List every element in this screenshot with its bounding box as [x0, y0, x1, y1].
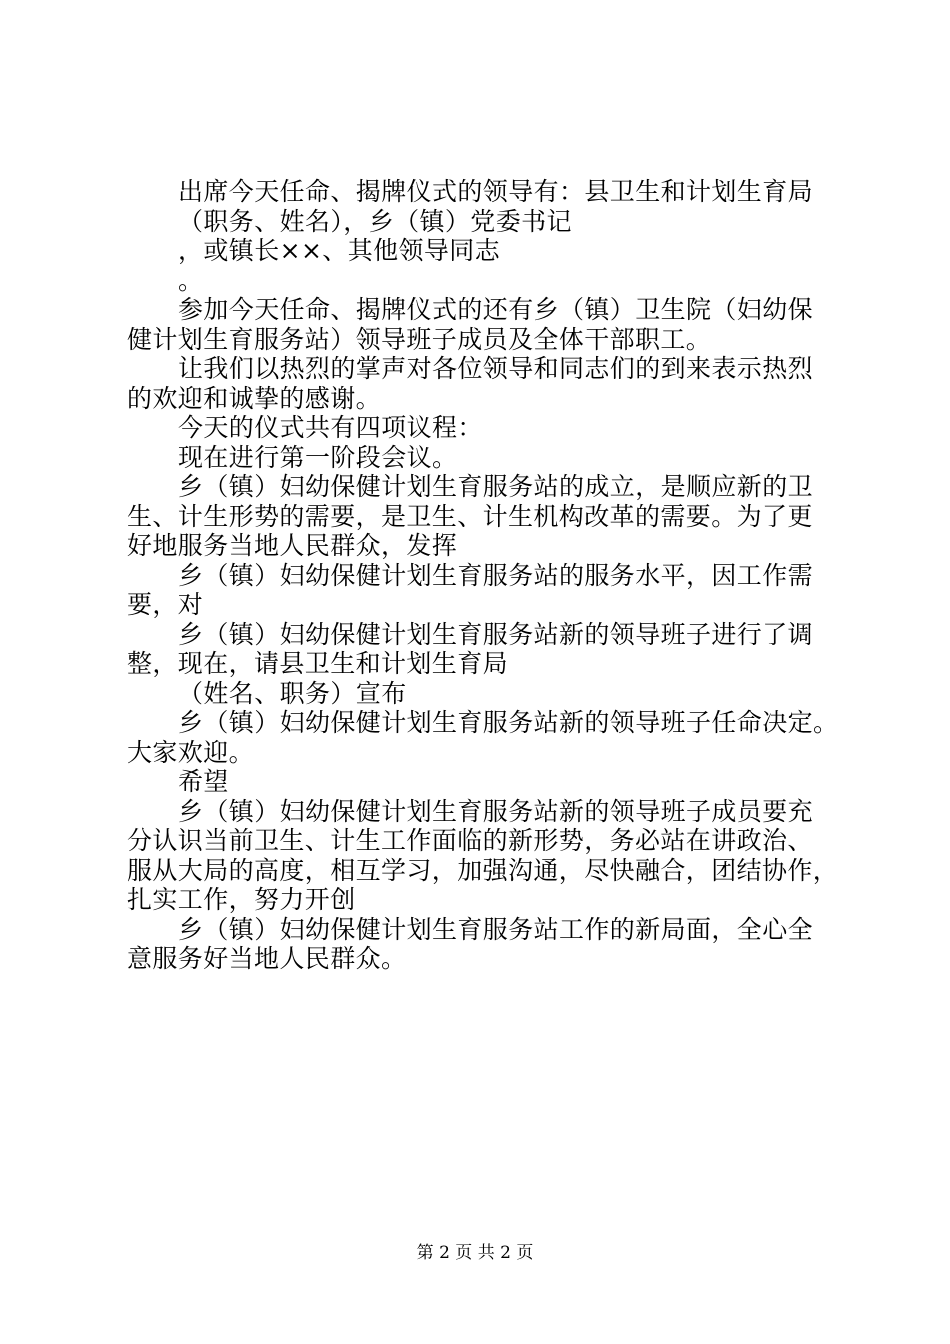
page-number-label: 第 2 页 共 2 页 — [416, 1243, 534, 1263]
text-line: ，或镇长××、其他领导同志 — [178, 236, 501, 265]
text-line: 参加今天任命、揭牌仪式的还有乡（镇）卫生院（妇幼保 — [178, 295, 814, 324]
text-line: 整，现在，请县卫生和计划生育局 — [127, 649, 509, 678]
page-footer — [0, 1243, 950, 1263]
text-line: 今天的仪式共有四项议程： — [178, 413, 483, 442]
text-line: 让我们以热烈的掌声对各位领导和同志们的到来表示热烈 — [178, 354, 814, 383]
text-line: 分认识当前卫生、计生工作面临的新形势，务必站在讲政治、 — [127, 826, 813, 855]
text-line: 好地服务当地人民群众，发挥 — [127, 531, 458, 560]
text-line: （职务、姓名），乡（镇）党委书记 — [178, 206, 572, 236]
text-line: 乡（镇）妇幼保健计划生育服务站工作的新局面，全心全 — [178, 914, 814, 944]
text-line: （姓名、职务）宣布 — [178, 678, 407, 708]
text-line: 乡（镇）妇幼保健计划生育服务站新的领导班子任命决定。 — [178, 708, 839, 737]
text-line: 乡（镇）妇幼保健计划生育服务站新的领导班子成员要充 — [178, 796, 814, 826]
text-line: 扎实工作，努力开创 — [127, 885, 356, 914]
text-line: 出席今天任命、揭牌仪式的领导有：县卫生和计划生育局 — [178, 177, 814, 206]
text-line: 乡（镇）妇幼保健计划生育服务站的成立，是顺应新的卫 — [178, 472, 814, 501]
text-line: 意服务好当地人民群众。 — [127, 944, 407, 973]
text-line: 服从大局的高度，相互学习，加强沟通，尽快融合，团结协作， — [127, 855, 839, 885]
text-line: 要，对 — [127, 590, 204, 619]
text-line: 大家欢迎。 — [127, 737, 255, 767]
text-line: 乡（镇）妇幼保健计划生育服务站的服务水平，因工作需 — [178, 560, 814, 590]
text-line: 现在进行第一阶段会议。 — [178, 442, 458, 472]
text-line: 的欢迎和诚挚的感谢。 — [127, 383, 382, 413]
text-line: 乡（镇）妇幼保健计划生育服务站新的领导班子进行了调 — [178, 619, 814, 649]
text-line: 生、计生形势的需要，是卫生、计生机构改革的需要。为了更 — [127, 501, 813, 531]
text-line: 。 — [178, 265, 204, 295]
text-line: 希望 — [178, 767, 229, 796]
document-body — [127, 177, 839, 974]
text-line: 健计划生育服务站）领导班子成员及全体干部职工。 — [127, 324, 712, 354]
